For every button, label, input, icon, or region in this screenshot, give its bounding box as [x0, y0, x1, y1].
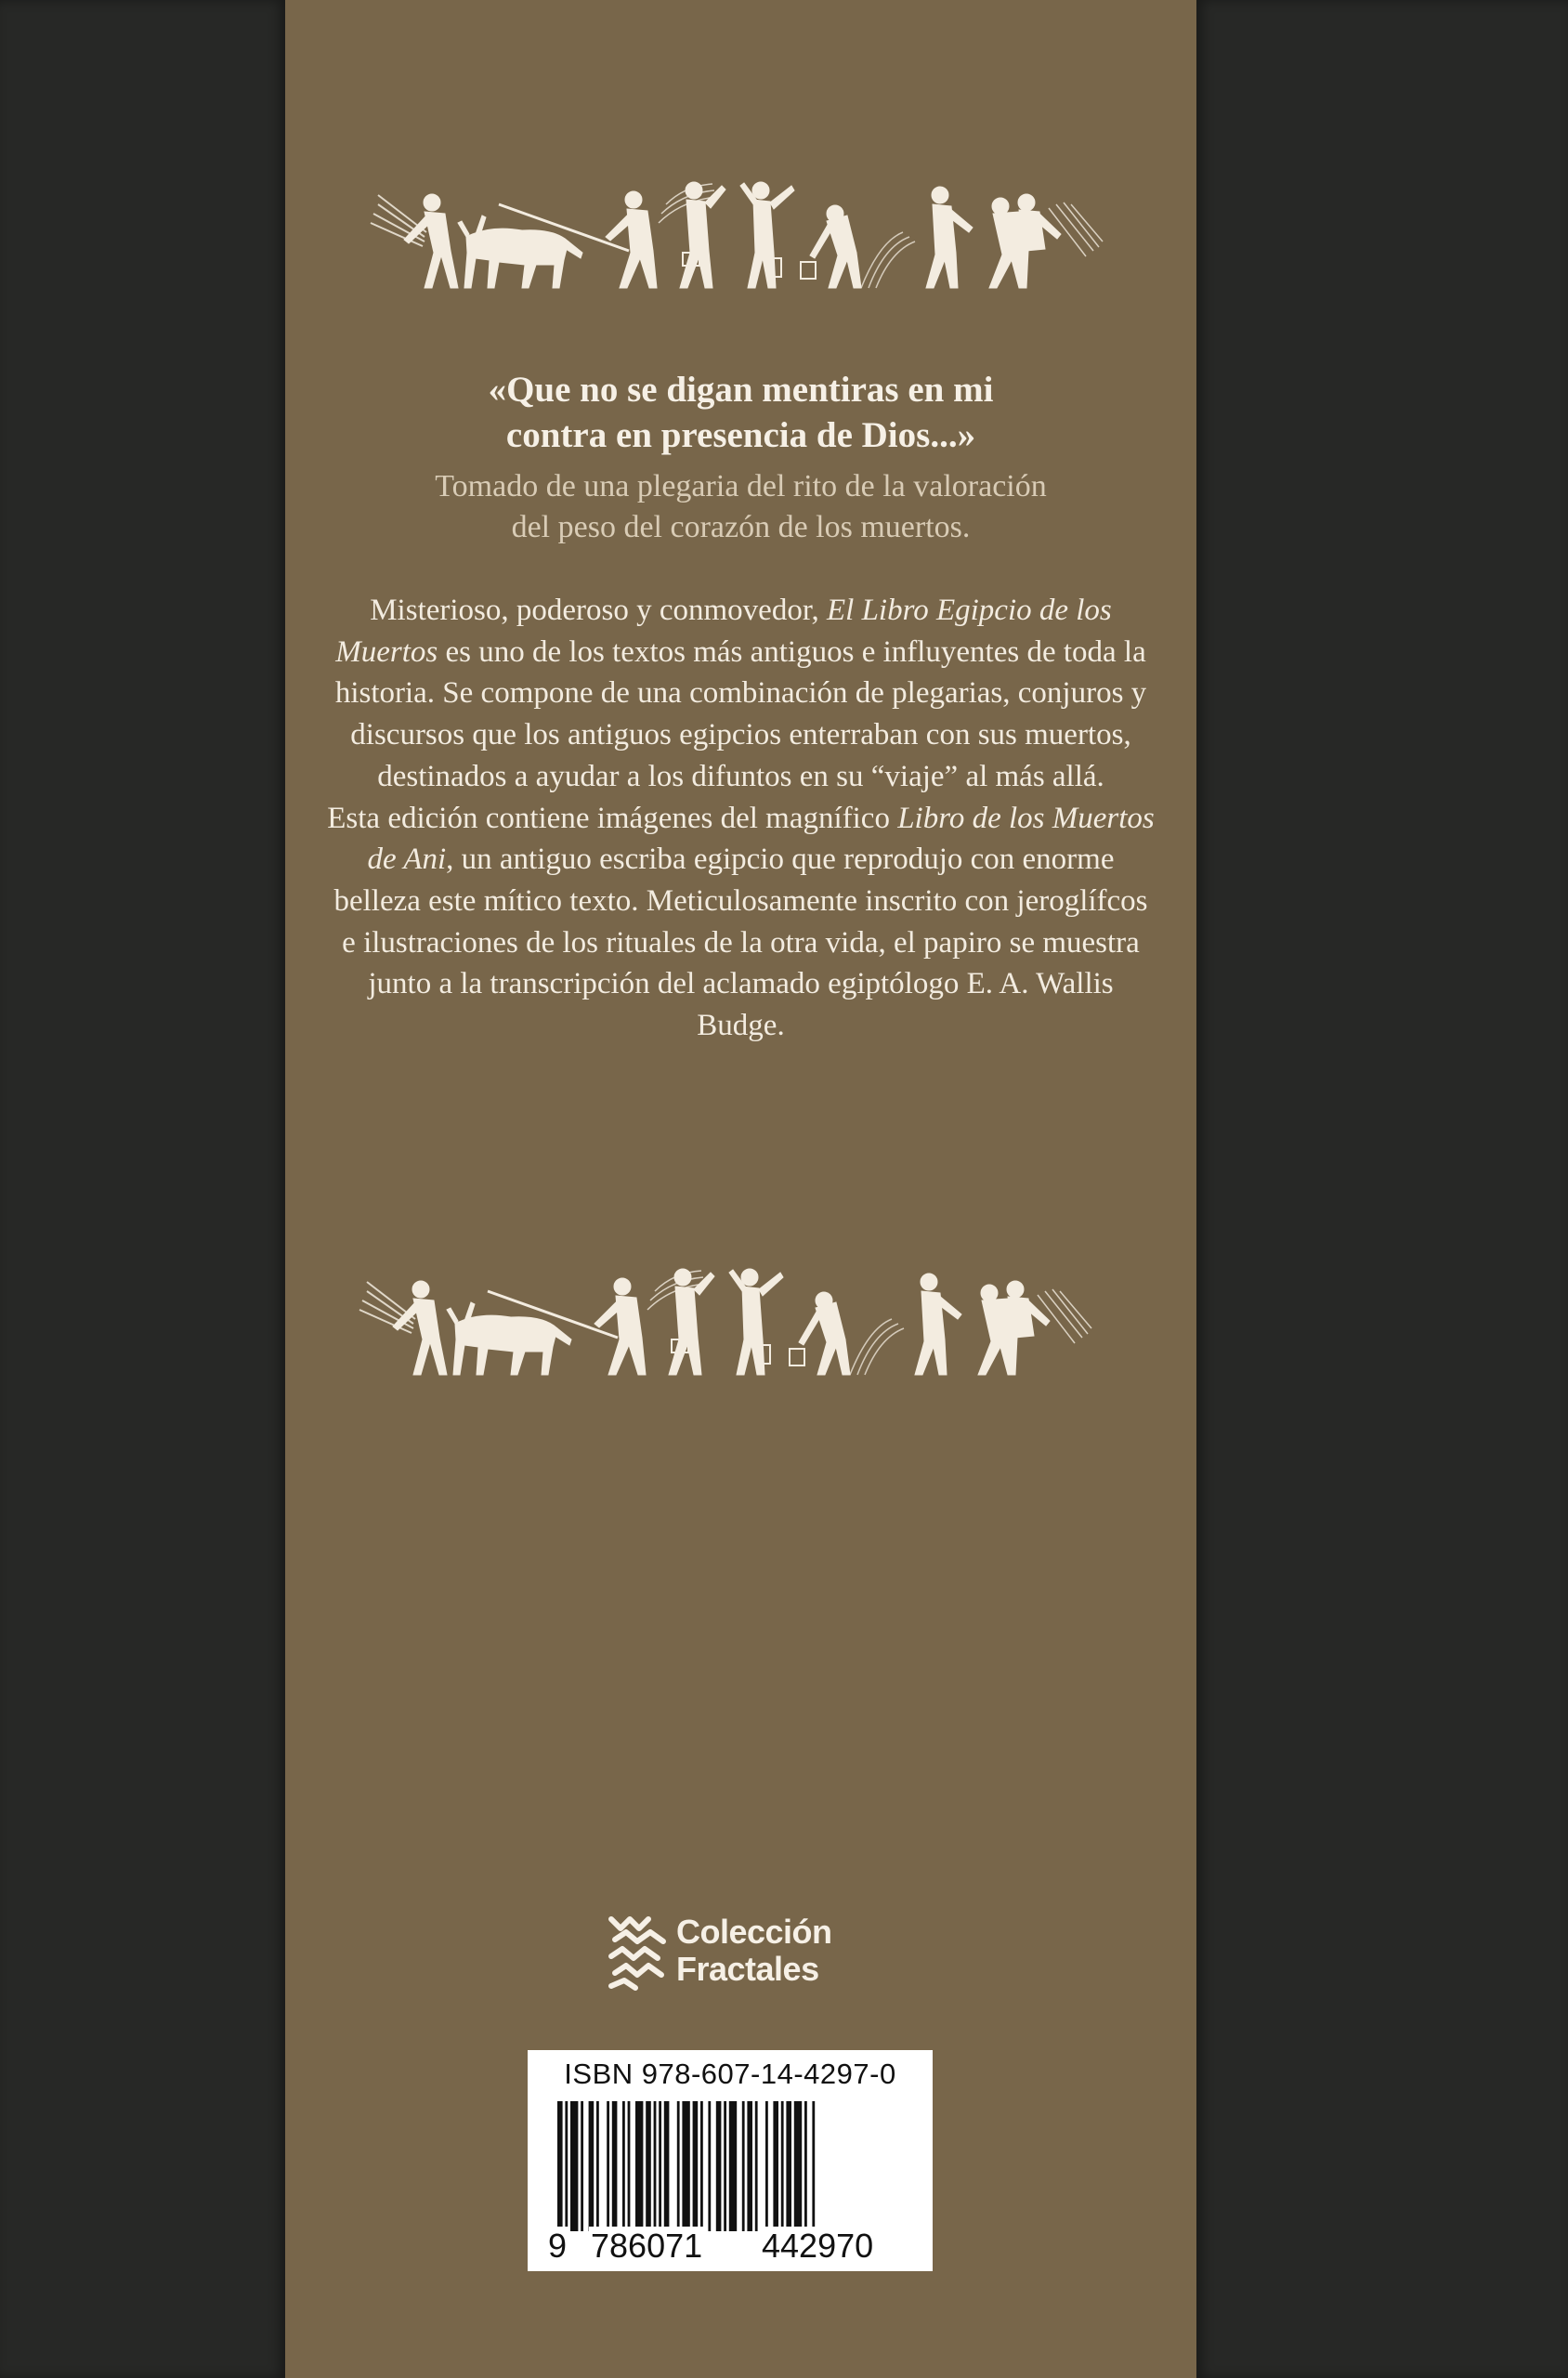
quote-line-1: «Que no se digan mentiras en mi [488, 370, 994, 410]
publisher-line-2: Fractales [676, 1950, 819, 1988]
barcode-digits [548, 2227, 916, 2269]
description-p1-book-title: El Libro Egipcio de los Muertos [335, 594, 1112, 669]
publisher-line-1: Colección [676, 1913, 832, 1951]
barcode-bar [747, 2101, 752, 2231]
barcode-bar [581, 2101, 583, 2231]
description-p2-text-b: , un antiguo escriba egipcio que reprodujo con enorme belleza este mítico texto. Meticulosamente inscrito con jeroglífcos e ilustraciones de los rituales de la otra vida, el papiro se muestra junto a la transcripción del aclamado egiptólogo E. A. Wallis Budge. [333, 843, 1148, 1043]
egyptian-frieze-bottom [285, 1235, 1196, 1384]
barcode-bar [765, 2101, 768, 2231]
quote-source-line-2: del peso del corazón de los muertos. [511, 510, 971, 544]
epigraph-quote [322, 367, 1159, 458]
barcode-bar [729, 2101, 737, 2231]
barcode-bar [596, 2101, 599, 2231]
barcode-bar [622, 2101, 625, 2231]
barcode-bar [786, 2101, 791, 2231]
barcode-bar [781, 2101, 784, 2231]
barcode-bar [755, 2101, 758, 2231]
barcode-bar [635, 2101, 643, 2231]
barcode-bar [742, 2101, 745, 2231]
barcode-digit-first: 9 [548, 2227, 568, 2265]
fractal-logo-icon [606, 1912, 671, 1992]
back-cover-panel [285, 0, 1196, 2378]
barcode-bar [664, 2101, 670, 2231]
barcode-bar [612, 2101, 618, 2231]
isbn-barcode [528, 2050, 933, 2271]
description-paragraph-1 [327, 590, 1155, 798]
barcode-bar [570, 2101, 578, 2231]
barcode-bar [716, 2101, 722, 2231]
publisher-logo [606, 1912, 884, 1995]
barcode-bar [589, 2101, 595, 2231]
barcode-bar [708, 2101, 711, 2231]
barcode-bar [804, 2101, 807, 2231]
barcode-bar [724, 2101, 726, 2231]
barcode-bar [682, 2101, 689, 2231]
barcode-bar [607, 2101, 609, 2231]
egyptian-frieze-top [285, 149, 1196, 297]
barcode-digits-left: 786071 [591, 2227, 703, 2265]
barcode-bar [794, 2101, 802, 2231]
barcode-bar [654, 2101, 657, 2231]
barcode-bar [700, 2101, 703, 2231]
description-paragraph-2 [327, 798, 1155, 1047]
book-description [327, 590, 1155, 1047]
isbn-label: ISBN 978-607-14-4297-0 [564, 2058, 896, 2090]
barcode-bar [677, 2101, 680, 2231]
barcode-bar [628, 2101, 631, 2231]
description-p2-book-title: Libro de los Muertos de Ani [367, 801, 1155, 877]
barcode-digits-right: 442970 [762, 2227, 874, 2265]
description-p1-text-b: es uno de los textos más antiguos e influyentes de toda la historia. Se compone de una combinación de plegarias, conjuros y discursos que los antiguos egipcios enterraban con sus muertos, destinados a ayudar a los difuntos en su “viaje” al más allá. [334, 634, 1147, 793]
publisher-name [676, 1914, 832, 1988]
description-p1-text-a: Misterioso, poderoso y conmovedor, [370, 594, 827, 627]
barcode-bar [659, 2101, 661, 2231]
quote-source [322, 466, 1159, 548]
right-dark-flap [1196, 0, 1568, 2378]
quote-source-line-1: Tomado de una plegaria del rito de la valoración [435, 469, 1047, 503]
barcode-bar [646, 2101, 651, 2231]
description-p2-text-a: Esta edición contiene imágenes del magnífico [327, 801, 898, 835]
left-dark-flap [0, 0, 285, 2378]
quote-line-2: contra en presencia de Dios...» [505, 415, 976, 455]
barcode-bar [773, 2101, 778, 2231]
